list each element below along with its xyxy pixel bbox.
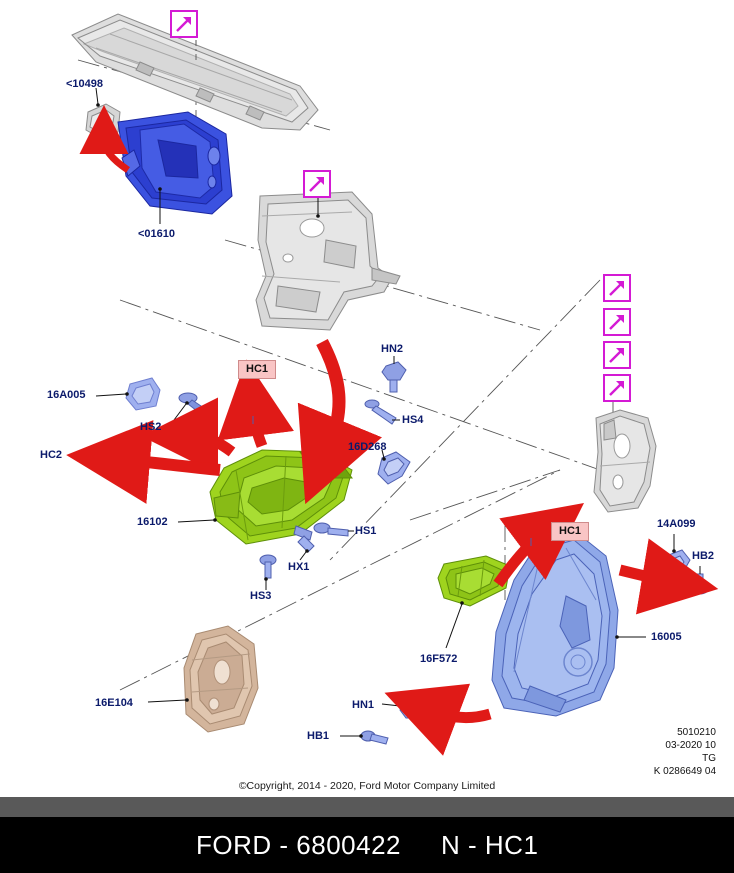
part-label-HS4: HS4 [402,414,424,426]
part-14A099 [660,550,690,576]
drawing-reference: K 0286649 04 [653,766,716,777]
part-label-14A099: 14A099 [657,518,696,530]
fastener-HN1 [400,698,428,718]
zoom-arrow-icon [172,12,196,36]
footer-brand: FORD [196,829,272,860]
part-16D268 [378,452,410,484]
fastener-HB2 [691,574,709,594]
footer-title-bar [0,817,734,873]
copyright-notice: ©Copyright, 2014 - 2020, Ford Motor Company Limited [238,780,496,792]
part-label-16005: 16005 [651,631,682,643]
fastener-HS1 [314,523,348,536]
drawing-code: TG [702,753,716,764]
part-label-HB1: HB1 [307,730,330,742]
part-16A005 [126,378,160,410]
part-label-10498: <10498 [66,78,104,90]
footer-variant: N - HC1 [441,829,539,860]
part-label-HS3: HS3 [250,590,272,602]
fastener-HC1-top [246,396,260,416]
zoom-marker[interactable] [603,308,631,336]
part-label-16E104: 16E104 [95,697,133,709]
part-label-16D268: 16D268 [348,441,387,453]
callout-hc1-top: HC1 [238,360,276,379]
part-01610 [118,112,232,214]
part-label-HS2: HS2 [140,421,162,433]
footer-part-number: 6800422 [296,829,402,860]
zoom-marker[interactable] [603,374,631,402]
part-label-01610: <01610 [138,228,176,240]
fastener-HS4 [365,400,396,424]
drawing-number: 5010210 [677,727,716,738]
zoom-arrow-icon [305,172,329,196]
part-apron-panel [256,192,400,330]
zoom-marker[interactable] [603,274,631,302]
zoom-marker[interactable] [303,170,331,198]
fastener-HB1 [361,731,388,744]
drawing-date: 03-2020 10 [665,740,716,751]
part-label-HX1: HX1 [288,561,310,573]
footer-bar [0,797,734,873]
part-16E104 [184,626,258,732]
part-label-HN1: HN1 [352,699,375,711]
fastener-HS2 [179,393,210,418]
part-label-HC2: HC2 [40,449,63,461]
part-label-HN2: HN2 [381,343,404,355]
zoom-marker[interactable] [603,341,631,369]
drawing-meta [654,726,716,778]
part-label-HS1: HS1 [355,525,377,537]
fastener-HX1 [294,526,314,552]
fastener-HC2 [87,450,116,462]
zoom-arrow-icon [605,343,629,367]
zoom-arrow-icon [605,276,629,300]
part-label-HB2: HB2 [692,550,715,562]
fastener-HS3 [260,555,276,578]
fastener-HN2 [382,362,406,392]
part-label-16102: 16102 [137,516,168,528]
zoom-marker[interactable] [170,10,198,38]
part-label-16F572: 16F572 [420,653,458,665]
footer-brand-and-part: FORD - 6800422 [196,829,402,860]
callout-hc1-right: HC1 [551,522,589,541]
part-right-apron [594,410,656,512]
part-10498-bracket [86,104,120,138]
part-label-16A005: 16A005 [47,389,86,401]
zoom-arrow-icon [605,376,629,400]
zoom-arrow-icon [605,310,629,334]
